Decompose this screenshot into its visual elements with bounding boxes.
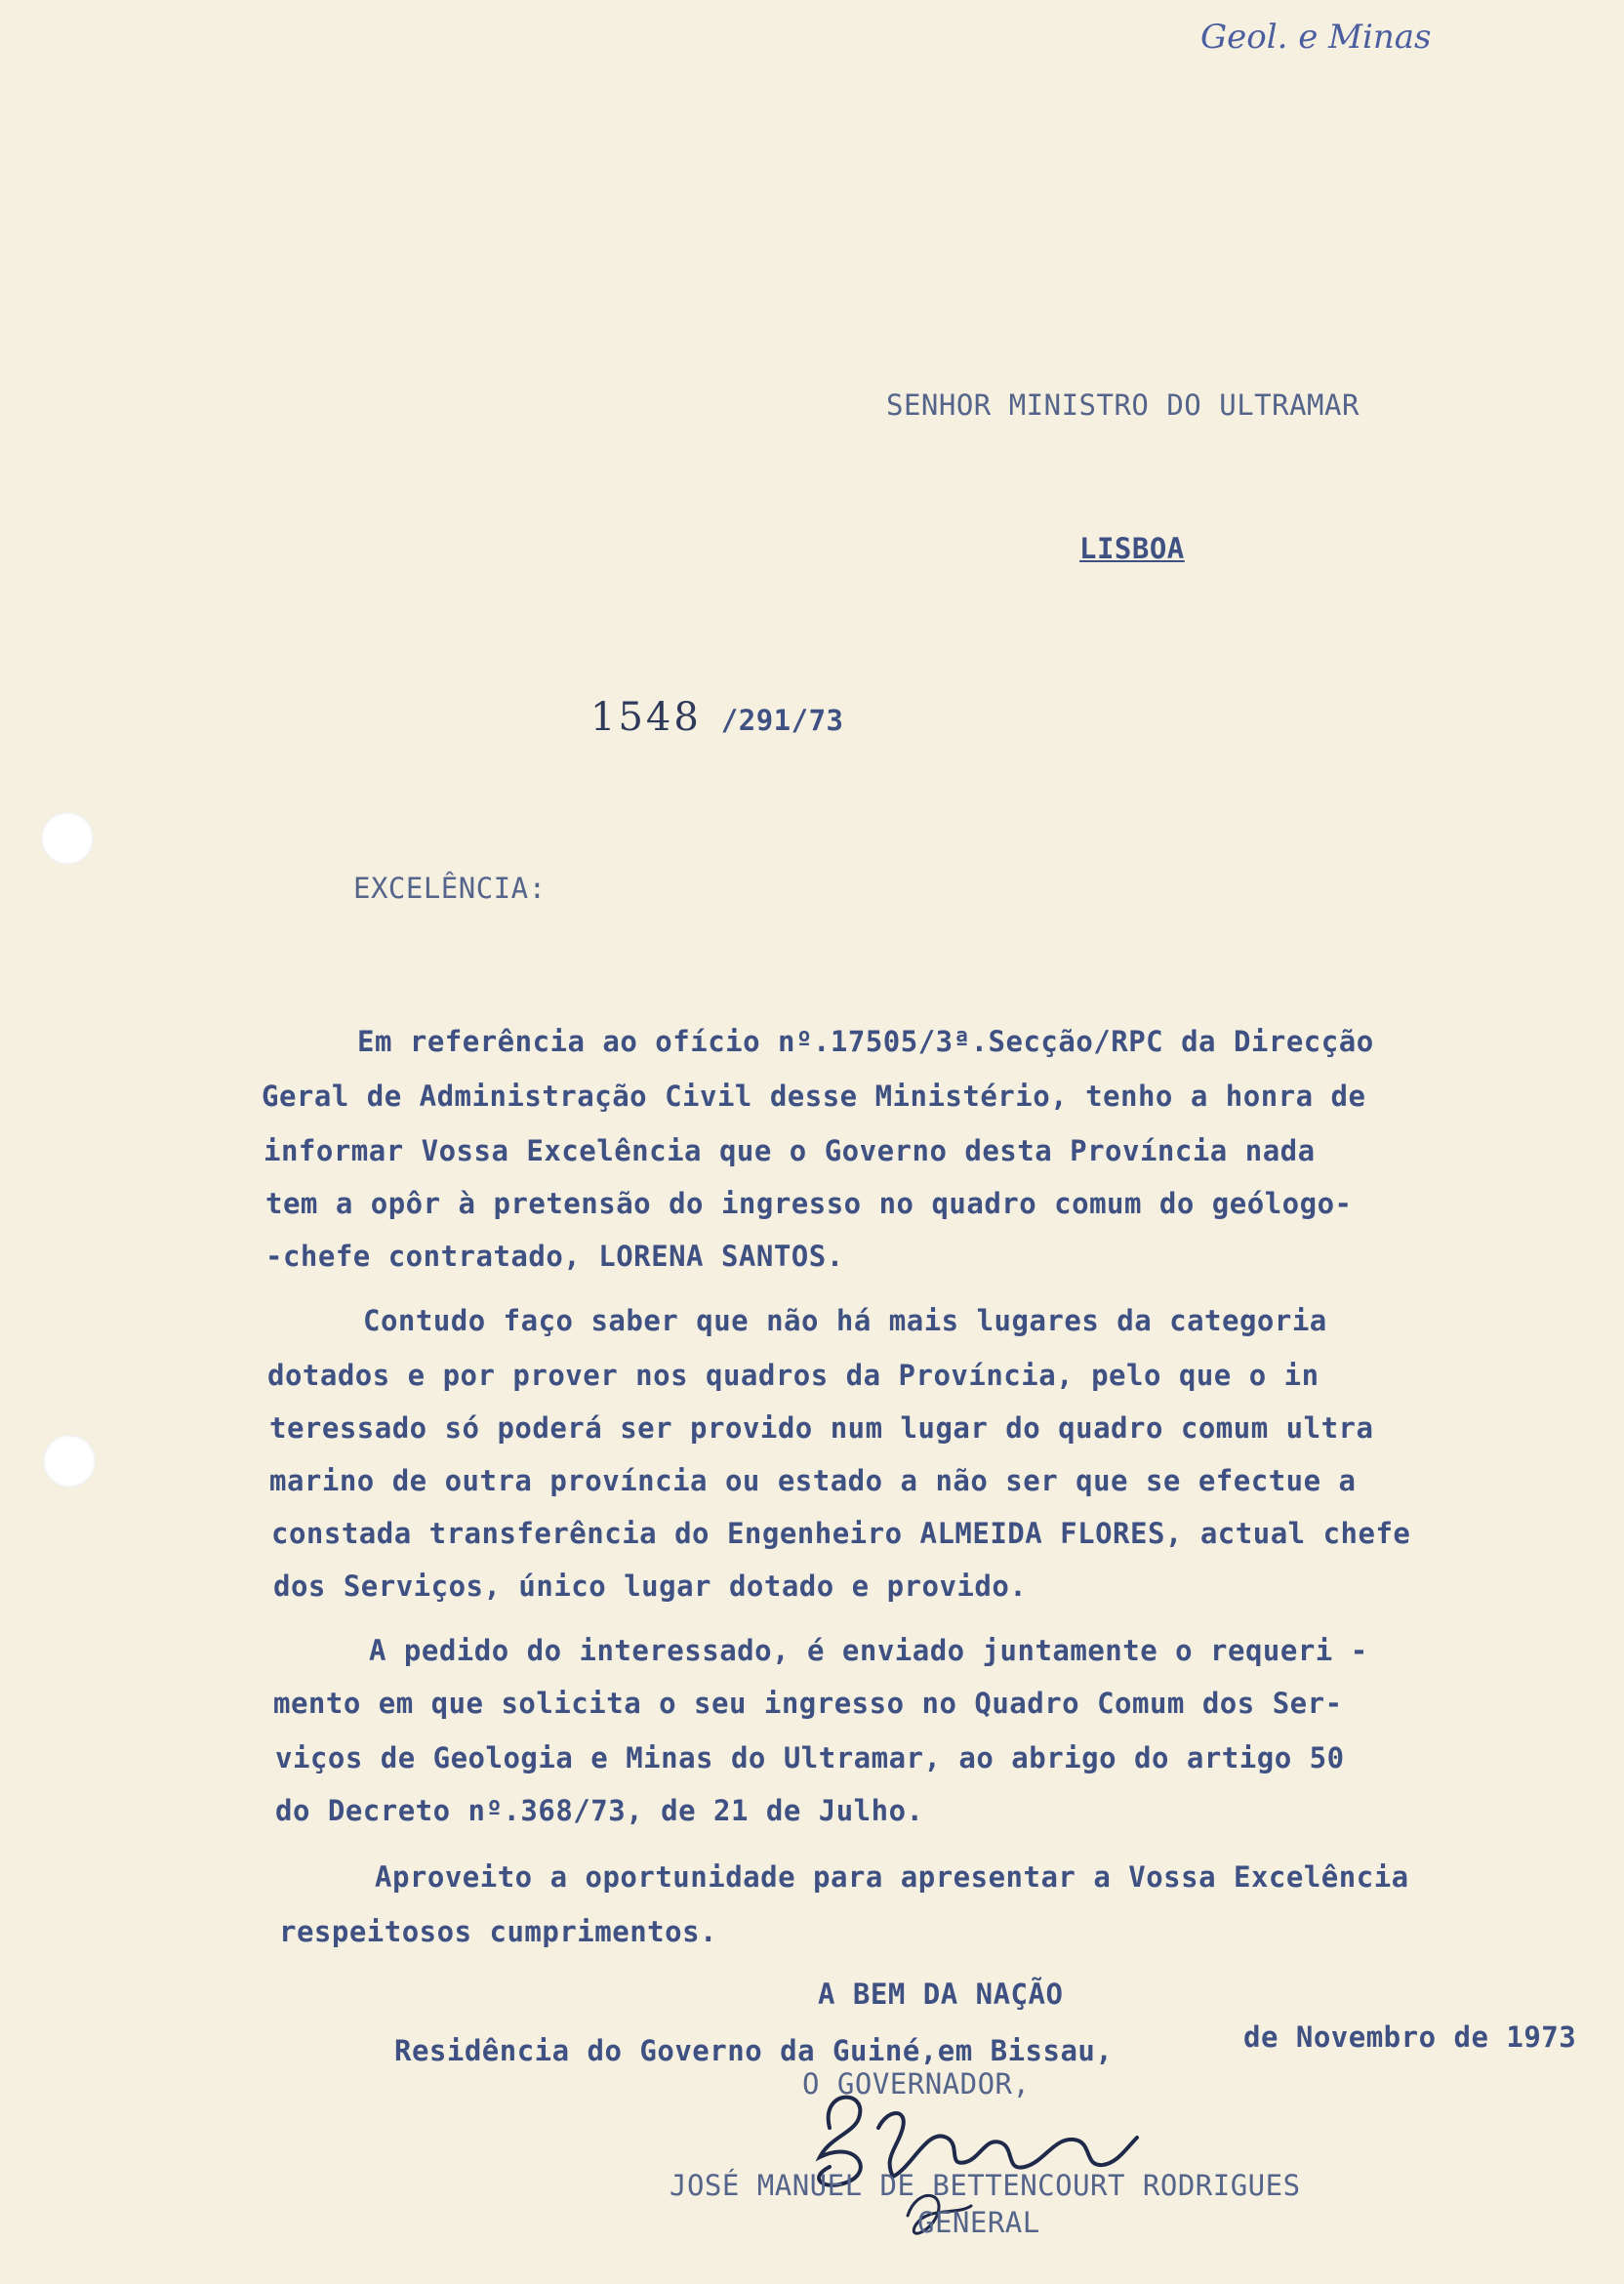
- signatory-name: JOSÉ MANUEL DE BETTENCOURT RODRIGUES: [670, 2169, 1301, 2202]
- paragraph-1-line-5: -chefe contratado, LORENA SANTOS.: [265, 1240, 844, 1273]
- closing-motto: A BEM DA NAÇÃO: [818, 1978, 1064, 2011]
- reference-stamp-number: 1548: [590, 695, 702, 740]
- addressee: SENHOR MINISTRO DO ULTRAMAR: [886, 388, 1360, 422]
- city: LISBOA: [1079, 532, 1185, 565]
- paragraph-1-line-3: informar Vossa Excelência que o Governo desta Província nada: [264, 1134, 1316, 1167]
- paragraph-3-line-1: A pedido do interessado, é enviado juntamente o requeri -: [369, 1634, 1368, 1667]
- paragraph-2-line-4: marino de outra província ou estado a não ser que se efectue a: [269, 1464, 1357, 1497]
- paragraph-1-line-2: Geral de Administração Civil desse Ministério, tenho a honra de: [262, 1080, 1366, 1113]
- closing-role: O GOVERNADOR,: [802, 2067, 1031, 2100]
- salutation: EXCELÊNCIA:: [353, 872, 547, 905]
- paragraph-4-line-2: respeitosos cumprimentos.: [279, 1915, 717, 1948]
- paragraph-3-line-3: viços de Geologia e Minas do Ultramar, ao abrigo do artigo 50: [275, 1741, 1345, 1774]
- signatory-rank: GENERAL: [917, 2206, 1040, 2239]
- paragraph-3-line-2: mento em que solicita o seu ingresso no Quadro Comum dos Ser-: [273, 1687, 1343, 1720]
- paragraph-2-line-2: dotados e por prover nos quadros da Província, pelo que o in: [267, 1359, 1320, 1392]
- closing-place: Residência do Governo da Guiné,em Bissau,: [394, 2034, 1114, 2067]
- paragraph-2-line-3: teressado só poderá ser provido num lugar do quadro comum ultra: [269, 1411, 1374, 1445]
- paragraph-3-line-4: do Decreto nº.368/73, de 21 de Julho.: [275, 1794, 924, 1827]
- paragraph-2-line-1: Contudo faço saber que não há mais lugares da categoria: [363, 1304, 1327, 1337]
- paragraph-1-line-1: Em referência ao ofício nº.17505/3ª.Secção/RPC da Direcção: [357, 1025, 1374, 1058]
- reference-number: [590, 695, 844, 740]
- reference-suffix: /291/73: [720, 704, 844, 737]
- paragraph-1-line-4: tem a opôr à pretensão do ingresso no quadro comum do geólogo-: [265, 1187, 1353, 1220]
- paragraph-2-line-5: constada transferência do Engenheiro ALMEIDA FLORES, actual chefe: [271, 1517, 1411, 1550]
- paragraph-2-line-6: dos Serviços, único lugar dotado e provido.: [273, 1570, 1028, 1603]
- punch-hole-top: [41, 812, 94, 865]
- handwritten-annotation: Geol. e Minas: [1200, 18, 1432, 57]
- closing-date: de Novembro de 1973: [1243, 2020, 1577, 2054]
- paragraph-4-line-1: Aproveito a oportunidade para apresentar a Vossa Excelência: [375, 1860, 1409, 1894]
- punch-hole-bottom: [43, 1435, 96, 1488]
